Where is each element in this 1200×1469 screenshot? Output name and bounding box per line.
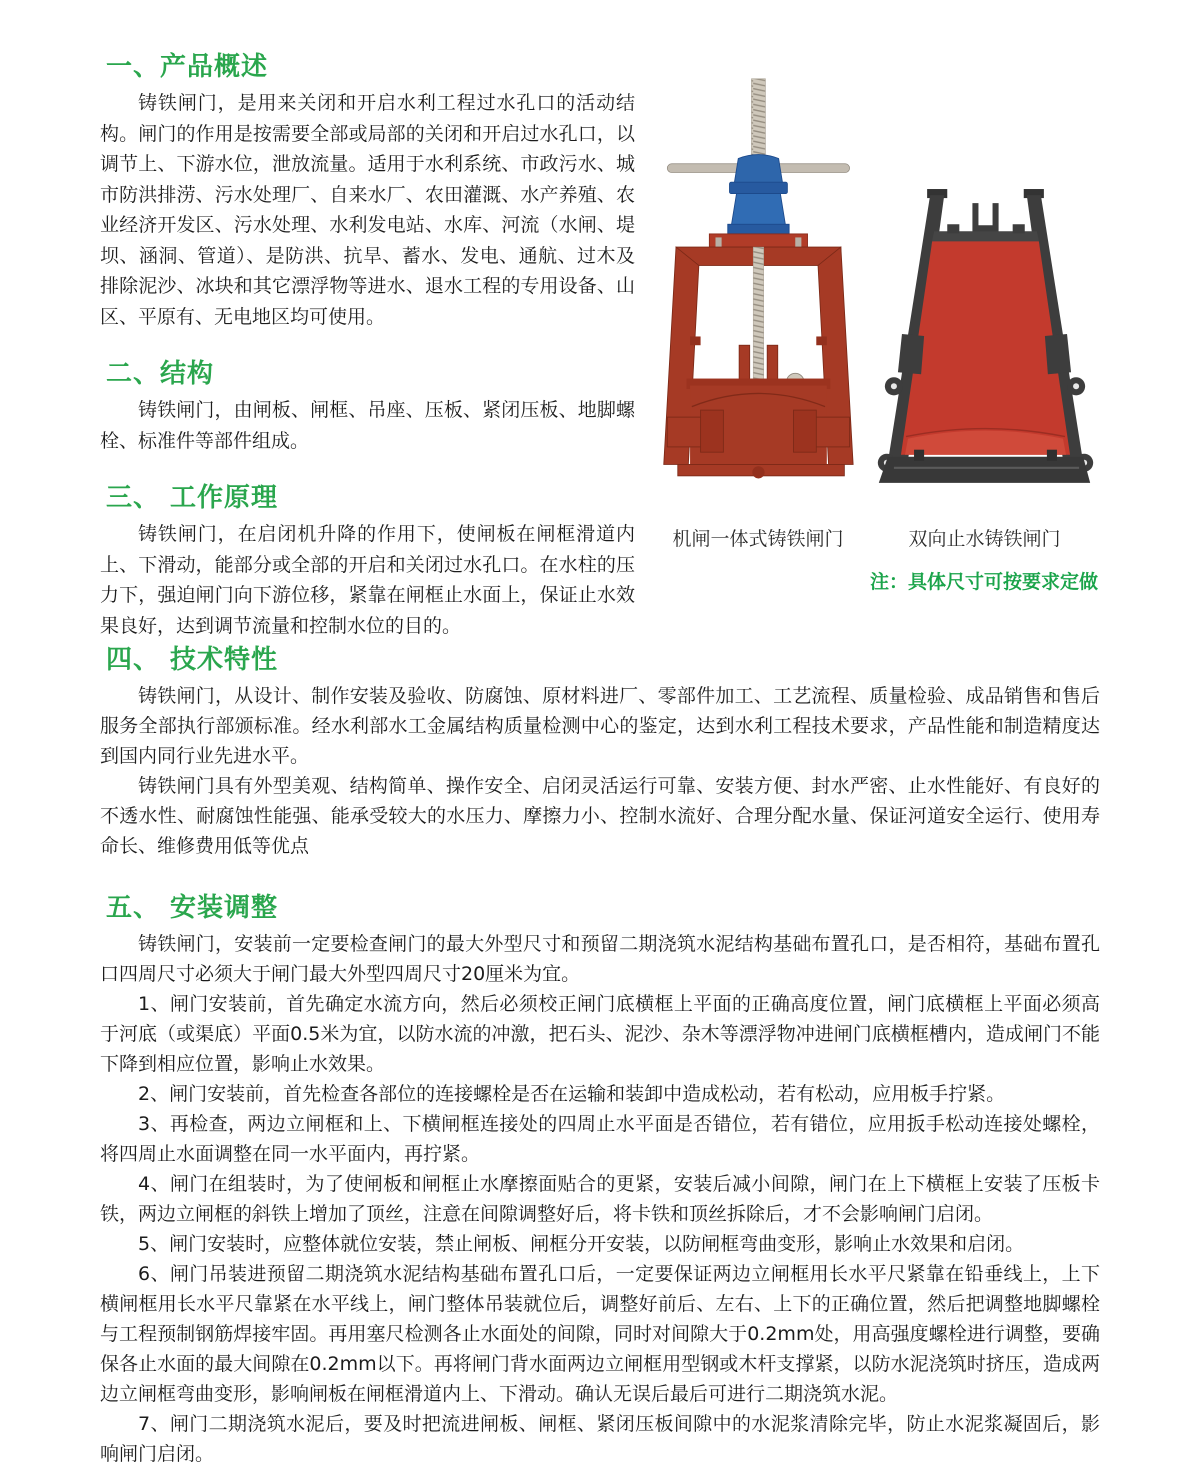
paragraph: 4、闸门在组装时，为了使闸板和闸框止水摩擦面贴合的更紧，安装后减小间隙，闸门在上下横框上安装了压板卡铁，两边立闸框的斜铁上增加了顶丝，注意在间隙调整好后，将卡铁和顶丝拆除后，才不会影响闸门启闭。: [100, 1173, 1100, 1225]
bidirectional-gate-image: [871, 52, 1099, 501]
section-heading-principle: 三、 工作原理: [106, 483, 279, 513]
paragraph: 5、闸门安装时，应整体就位安装，禁止闸板、闸框分开安装，以防闸框弯曲变形，影响止水效果和启闭。: [138, 1233, 1025, 1255]
figure-screw-lift-gate: [647, 52, 869, 551]
paragraph: 铸铁闸门，安装前一定要检查闸门的最大外型尺寸和预留二期浇筑水泥结构基础布置孔口，是否相符，基础布置孔口四周尺寸必须大于闸门最大外型四周尺寸20厘米为宜。: [100, 933, 1100, 985]
section-installation-adjustment: [100, 893, 1100, 1469]
screw-lift-gate-image: [655, 52, 861, 518]
screw-stem-lower: [753, 247, 764, 380]
figure-row: [647, 52, 1100, 551]
paragraph: 2、闸门安装前，首先检查各部位的连接螺栓是否在运输和装卸中造成松动，若有松动，应用板手拧紧。: [138, 1083, 1006, 1105]
figure-bidirectional-gate: [869, 52, 1100, 551]
figure-caption: 机闸一体式铸铁闸门: [672, 528, 844, 550]
top-tab: [947, 224, 959, 233]
lift-mechanism: [728, 155, 789, 234]
paragraph: 7、闸门二期浇筑水泥后，要及时把流进闸板、闸框、紧闭压板间隙中的水泥浆清除完毕，防止水泥浆凝固后，影响闸门启闭。: [100, 1413, 1100, 1465]
paragraph: 铸铁闸门，在启闭机升降的作用下，使闸板在闸框滑道内上、下滑动，能部分或全部的开启和关闭过水孔口。在水柱的压力下，强迫闸门向下游位移，紧靠在闸框止水面上，保证止水效果良好，达到调节流量和控制水位的目的。: [100, 523, 635, 637]
paragraph: 1、闸门安装前，首先确定水流方向，然后必须校正闸门底横框上平面的正确高度位置，闸门底横框上平面必须高于河底（或渠底）平面0.5米为宜，以防水流的冲激，把石头、泥沙、杂木等漂浮物冲进闸门底横框槽内，造成闸门不能下降到相应位置，影响止水效果。: [100, 993, 1100, 1075]
paragraph: 铸铁闸门，从设计、制作安装及验收、防腐蚀、原材料进厂、零部件加工、工艺流程、质量检验、成品销售和售后服务全部执行部颁标准。经水利部水工金属结构质量检测中心的鉴定，达到水利工程技术要求，产品性能和制造精度达到国内同行业先进水平。: [100, 685, 1100, 767]
bidirectional-gate-drawing: [871, 185, 1099, 497]
mounting-flange: [709, 234, 807, 247]
section-heading-structure: 二、结构: [106, 359, 215, 389]
section-working-principle: [100, 483, 635, 641]
section-heading-overview: 一、产品概述: [106, 52, 269, 82]
custom-size-note: 注：具体尺寸可按要求定做: [869, 571, 1098, 593]
section-heading-installation: 五、 安装调整: [106, 893, 279, 923]
side-clamp: [897, 334, 923, 374]
paragraph: 3、再检查，两边立闸框和上、下横闸框连接处的四周止水平面是否错位，若有错位，应用扳手松动连接处螺栓，将四周止水面调整在同一水平面内，再拧紧。: [100, 1113, 1100, 1165]
section-product-overview: [100, 52, 635, 332]
paragraph: 铸铁闸门，由闸板、闸框、吊座、压板、紧闭压板、地脚螺栓、标准件等部件组成。: [100, 399, 635, 452]
paragraph: 铸铁闸门具有外型美观、结构简单、操作安全、启闭灵活运行可靠、安装方便、封水严密、止水性能好、有良好的不透水性、耐腐蚀性能强、能承受较大的水压力、摩擦力小、控制水流好、合理分配水量、保证河道安全运行、使用寿命长、维修费用低等优点: [100, 775, 1100, 857]
figures-column: [635, 52, 1100, 641]
figure-caption: 双向止水铸铁闸门: [908, 528, 1061, 550]
screw-lift-gate-drawing: [655, 52, 861, 514]
section-structure: [100, 359, 635, 456]
side-clamp: [1044, 334, 1070, 374]
screw-stem: [751, 79, 765, 165]
top-row: [100, 52, 1100, 641]
top-tab: [1012, 224, 1024, 233]
section-technical-characteristics: [100, 645, 1100, 861]
paragraph: 6、闸门吊装进预留二期浇筑水泥结构基础布置孔口后，一定要保证两边立闸框用长水平尺紧靠在铅垂线上，上下横闸框用长水平尺靠紧在水平线上，闸门整体吊装就位后，调整好前后、左右、上下的正确位置，然后把调整地脚螺栓与工程预制钢筋焊接牢固。再用塞尺检测各止水面处的间隙，同时对间隙大于0.2mm处，用高强度螺栓进行调整，要确保各止水面的最大间隙在0.2mm以下。再将闸门背水面两边立闸框用型钢或木杆支撑紧，以防水泥浇筑时挤压，造成两边立闸框弯曲变形，影响闸板在闸框滑道内上、下滑动。确认无误后最后可进行二期浇筑水泥。: [100, 1263, 1100, 1405]
left-text-column: [100, 52, 635, 641]
paragraph: 铸铁闸门，是用来关闭和开启水利工程过水孔口的活动结构。闸门的作用是按需要全部或局部的关闭和开启过水孔口，以调节上、下游水位，泄放流量。适用于水利系统、市政污水、城市防洪排涝、污水处理厂、自来水厂、农田灌溉、水产养殖、农业经济开发区、污水处理、水利发电站、水库、河流（水闸、堤坝、涵洞、管道）、是防洪、抗旱、蓄水、发电、通航、过木及排除泥沙、冰块和其它漂浮物等进水、退水工程的专用设备、山区、平原有、无电地区均可使用。: [100, 92, 635, 328]
section-heading-technical: 四、 技术特性: [106, 645, 279, 675]
